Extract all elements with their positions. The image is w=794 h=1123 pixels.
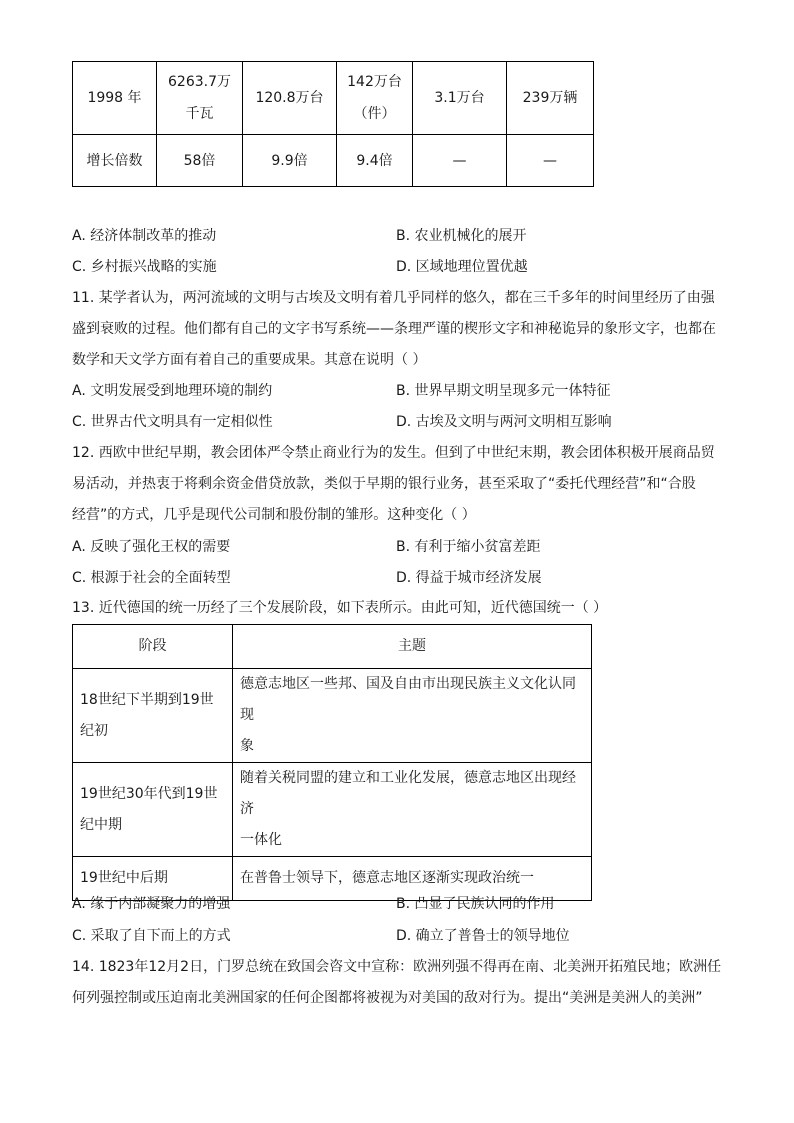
option-b: B. 世界早期文明呈现多元一体特征 (396, 383, 611, 399)
table-cell: 随着关税同盟的建立和工业化发展，德意志地区出现经济 一体化 (233, 763, 592, 857)
option-c: C. 采取了自下而上的方式 (72, 928, 231, 944)
question-12-line: 易活动，并热衷于将剩余资金借贷放款，类似于早期的银行业务，甚至采取了“委托代理经营”和“合股 (72, 476, 696, 492)
question-14-line: 14. 1823年12月2日，门罗总统在致国会咨文中宣称：欧洲列强不得再在南、北美洲开拓殖民地；欧洲任 (72, 959, 722, 975)
question-13-stem: 13. 近代德国的统一历经了三个发展阶段，如下表所示。由此可知，近代德国统一（ ） (72, 600, 608, 616)
table-cell: 58倍 (157, 135, 243, 187)
question-11-line: 盛到衰败的过程。他们都有自己的文字书写系统——条理严谨的楔形文字和神秘诡异的象形文字，也都在 (72, 321, 716, 337)
table-header-cell: 主题 (233, 625, 592, 669)
option-a: A. 经济体制改革的推动 (72, 228, 217, 244)
table-cell: 在普鲁士领导下，德意志地区逐渐实现政治统一 (233, 857, 592, 901)
table-cell: 239万辆 (507, 62, 594, 135)
option-d: D. 确立了普鲁士的领导地位 (396, 928, 570, 944)
option-b: B. 有利于缩小贫富差距 (396, 539, 541, 555)
option-c: C. 根源于社会的全面转型 (72, 570, 231, 586)
option-a: A. 缘于内部凝聚力的增强 (72, 896, 231, 912)
table-row (73, 62, 594, 135)
table-cell: 9.9倍 (243, 135, 337, 187)
option-d: D. 得益于城市经济发展 (396, 570, 542, 586)
unification-stages-table (72, 624, 592, 901)
question-12-line: 经营”的方式，几乎是现代公司制和股份制的雏形。这种变化（ ） (72, 507, 476, 523)
table-cell: 19世纪中后期 (73, 857, 233, 901)
option-b: B. 凸显了民族认同的作用 (396, 896, 555, 912)
table-row (73, 135, 594, 187)
table-header-row (73, 625, 592, 669)
question-12-line: 12. 西欧中世纪早期，教会团体严令禁止商业行为的发生。但到了中世纪末期，教会团体积极开展商品贸 (72, 445, 715, 461)
option-a: A. 文明发展受到地理环境的制约 (72, 383, 273, 399)
question-11-line: 数学和天文学方面有着自己的重要成果。其意在说明（ ） (72, 352, 427, 368)
table-cell: — (507, 135, 594, 187)
option-a: A. 反映了强化王权的需要 (72, 539, 231, 555)
table-cell: 增长倍数 (73, 135, 157, 187)
option-c: C. 世界古代文明具有一定相似性 (72, 414, 273, 430)
option-d: D. 区域地理位置优越 (396, 259, 528, 275)
table-cell: 19世纪30年代到19世 纪中期 (73, 763, 233, 857)
table-row (73, 669, 592, 763)
table-cell: 142万台 （件） (337, 62, 413, 135)
table-cell: 9.4倍 (337, 135, 413, 187)
table-cell: 德意志地区一些邦、国及自由市出现民族主义文化认同现 象 (233, 669, 592, 763)
option-d: D. 古埃及文明与两河文明相互影响 (396, 414, 612, 430)
table-cell: 6263.7万 千瓦 (157, 62, 243, 135)
table-cell: 3.1万台 (413, 62, 507, 135)
option-b: B. 农业机械化的展开 (396, 228, 527, 244)
table-header-cell: 阶段 (73, 625, 233, 669)
table-row (73, 763, 592, 857)
table-cell: 18世纪下半期到19世 纪初 (73, 669, 233, 763)
production-table (72, 61, 594, 187)
table-cell: — (413, 135, 507, 187)
question-14-line: 何列强控制或压迫南北美洲国家的任何企图都将被视为对美国的敌对行为。提出“美洲是美洲人的美洲” (72, 990, 703, 1006)
question-11-line: 11. 某学者认为，两河流域的文明与古埃及文明有着几乎同样的悠久，都在三千多年的时间里经历了由强 (72, 290, 715, 306)
table-cell: 1998 年 (73, 62, 157, 135)
table-cell: 120.8万台 (243, 62, 337, 135)
option-c: C. 乡村振兴战略的实施 (72, 259, 217, 275)
